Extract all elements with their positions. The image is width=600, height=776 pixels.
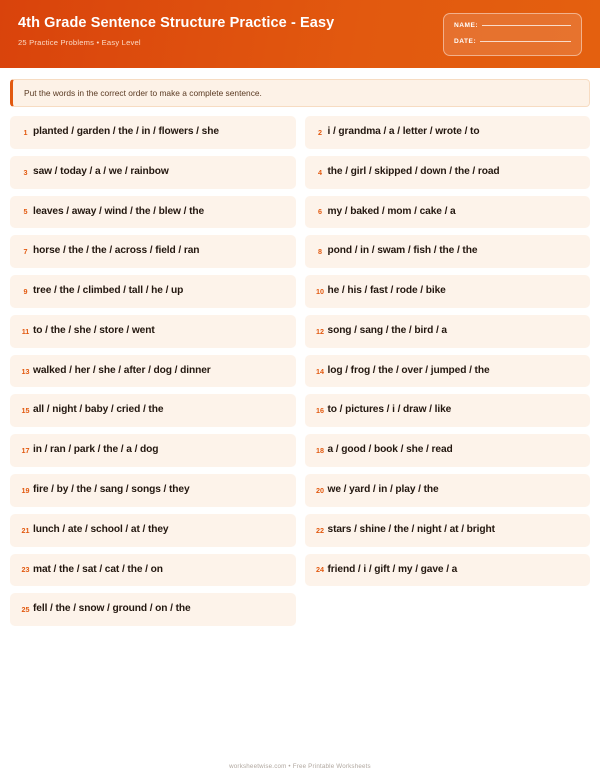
problem-item[interactable] — [10, 593, 296, 626]
problem-text: the / girl / skipped / down / the / road — [327, 165, 500, 177]
problem-text: leaves / away / wind / the / blew / the — [33, 205, 205, 217]
problem-number: 1 — [23, 127, 28, 137]
problems-grid — [10, 116, 590, 626]
problem-number: 24 — [316, 565, 324, 575]
problem-text: in / ran / park / the / a / dog — [33, 444, 159, 456]
problem-number: 16 — [316, 406, 324, 416]
problem-number: 5 — [23, 207, 28, 217]
name-field-row[interactable] — [454, 22, 571, 29]
problem-item[interactable] — [305, 275, 591, 308]
problem-number: 2 — [318, 127, 322, 137]
problem-item[interactable] — [305, 315, 591, 348]
problem-text: i / grandma / a / letter / wrote / to — [327, 126, 480, 137]
problem-text: a / good / book / she / read — [327, 444, 453, 456]
problem-text: mat / the / sat / cat / the / on — [33, 563, 163, 575]
date-field-row[interactable] — [454, 38, 571, 45]
problem-number: 13 — [21, 366, 30, 376]
problem-item[interactable] — [10, 434, 296, 467]
problem-text: we / yard / in / play / the — [327, 484, 439, 496]
problem-text: to / the / she / store / went — [33, 324, 155, 336]
problem-number: 22 — [316, 525, 324, 535]
name-input-line[interactable] — [482, 25, 571, 26]
problem-text: log / frog / the / over / jumped / the — [327, 364, 490, 376]
problem-number: 25 — [21, 605, 30, 615]
problem-item[interactable] — [10, 156, 296, 189]
problem-text: fell / the / snow / ground / on / the — [33, 603, 191, 615]
problem-text: planted / garden / the / in / flowers / she — [33, 126, 219, 137]
problem-number: 8 — [318, 247, 322, 257]
problem-number: 17 — [21, 446, 30, 456]
problem-number: 7 — [23, 247, 28, 257]
problem-text: friend / i / gift / my / gave / a — [327, 563, 458, 575]
problem-text: horse / the / the / across / field / ran — [33, 245, 200, 257]
problem-text: song / sang / the / bird / a — [327, 324, 447, 336]
problem-text: fire / by / the / sang / songs / they — [33, 484, 190, 496]
problem-text: all / night / baby / cried / the — [33, 404, 164, 416]
problem-number: 20 — [316, 485, 324, 495]
problem-item[interactable] — [10, 355, 296, 388]
date-label: DATE: — [454, 38, 477, 45]
name-label: NAME: — [454, 22, 479, 29]
problem-text: lunch / ate / school / at / they — [33, 523, 169, 535]
problem-number: 10 — [316, 287, 324, 297]
problem-item[interactable] — [305, 434, 591, 467]
problem-number: 14 — [316, 366, 324, 376]
worksheet-header — [0, 0, 600, 68]
page-subtitle: 25 Practice Problems • Easy Level — [18, 38, 141, 48]
problem-item[interactable] — [305, 474, 591, 507]
problem-number: 15 — [21, 406, 30, 416]
problem-item[interactable] — [10, 514, 296, 547]
problem-item[interactable] — [305, 196, 591, 229]
problem-number: 18 — [316, 446, 324, 456]
problem-text: walked / her / she / after / dog / dinner — [33, 364, 211, 376]
problem-item[interactable] — [10, 315, 296, 348]
problem-item[interactable] — [10, 474, 296, 507]
problem-item[interactable] — [10, 554, 296, 587]
problem-item[interactable] — [10, 235, 296, 268]
problem-number: 12 — [316, 326, 324, 336]
problem-number: 11 — [21, 326, 30, 336]
problem-item[interactable] — [305, 156, 591, 189]
problem-text: pond / in / swam / fish / the / the — [327, 245, 478, 257]
problem-text: my / baked / mom / cake / a — [327, 205, 456, 217]
problem-item[interactable] — [10, 394, 296, 427]
problem-item[interactable] — [305, 394, 591, 427]
problem-number: 9 — [23, 287, 28, 297]
date-input-line[interactable] — [480, 41, 571, 42]
problem-text: he / his / fast / rode / bike — [327, 285, 446, 297]
problem-number: 19 — [21, 485, 30, 495]
header-title-block — [18, 13, 334, 47]
footer-text: worksheetwise.com • Free Printable Worksheets — [229, 763, 371, 770]
problem-text: stars / shine / the / night / at / bright — [327, 523, 495, 535]
problem-item[interactable] — [305, 355, 591, 388]
problem-number: 4 — [318, 167, 322, 177]
problem-text: tree / the / climbed / tall / he / up — [33, 285, 184, 297]
problem-item[interactable] — [10, 275, 296, 308]
page-title: 4th Grade Sentence Structure Practice - Easy — [18, 15, 335, 31]
name-date-box — [443, 13, 582, 56]
problem-number: 21 — [21, 525, 30, 535]
problem-item[interactable] — [305, 514, 591, 547]
problem-item[interactable] — [10, 116, 296, 149]
problem-item[interactable] — [305, 235, 591, 268]
problem-number: 6 — [318, 207, 322, 217]
problem-item[interactable] — [305, 116, 591, 149]
problem-item[interactable] — [305, 554, 591, 587]
problem-number: 3 — [23, 167, 28, 177]
problem-number: 23 — [21, 565, 30, 575]
problem-item[interactable] — [10, 196, 296, 229]
problem-text: saw / today / a / we / rainbow — [33, 165, 169, 177]
problem-text: to / pictures / i / draw / like — [327, 404, 452, 416]
instruction-bar: Put the words in the correct order to make a complete sentence. — [10, 79, 590, 107]
